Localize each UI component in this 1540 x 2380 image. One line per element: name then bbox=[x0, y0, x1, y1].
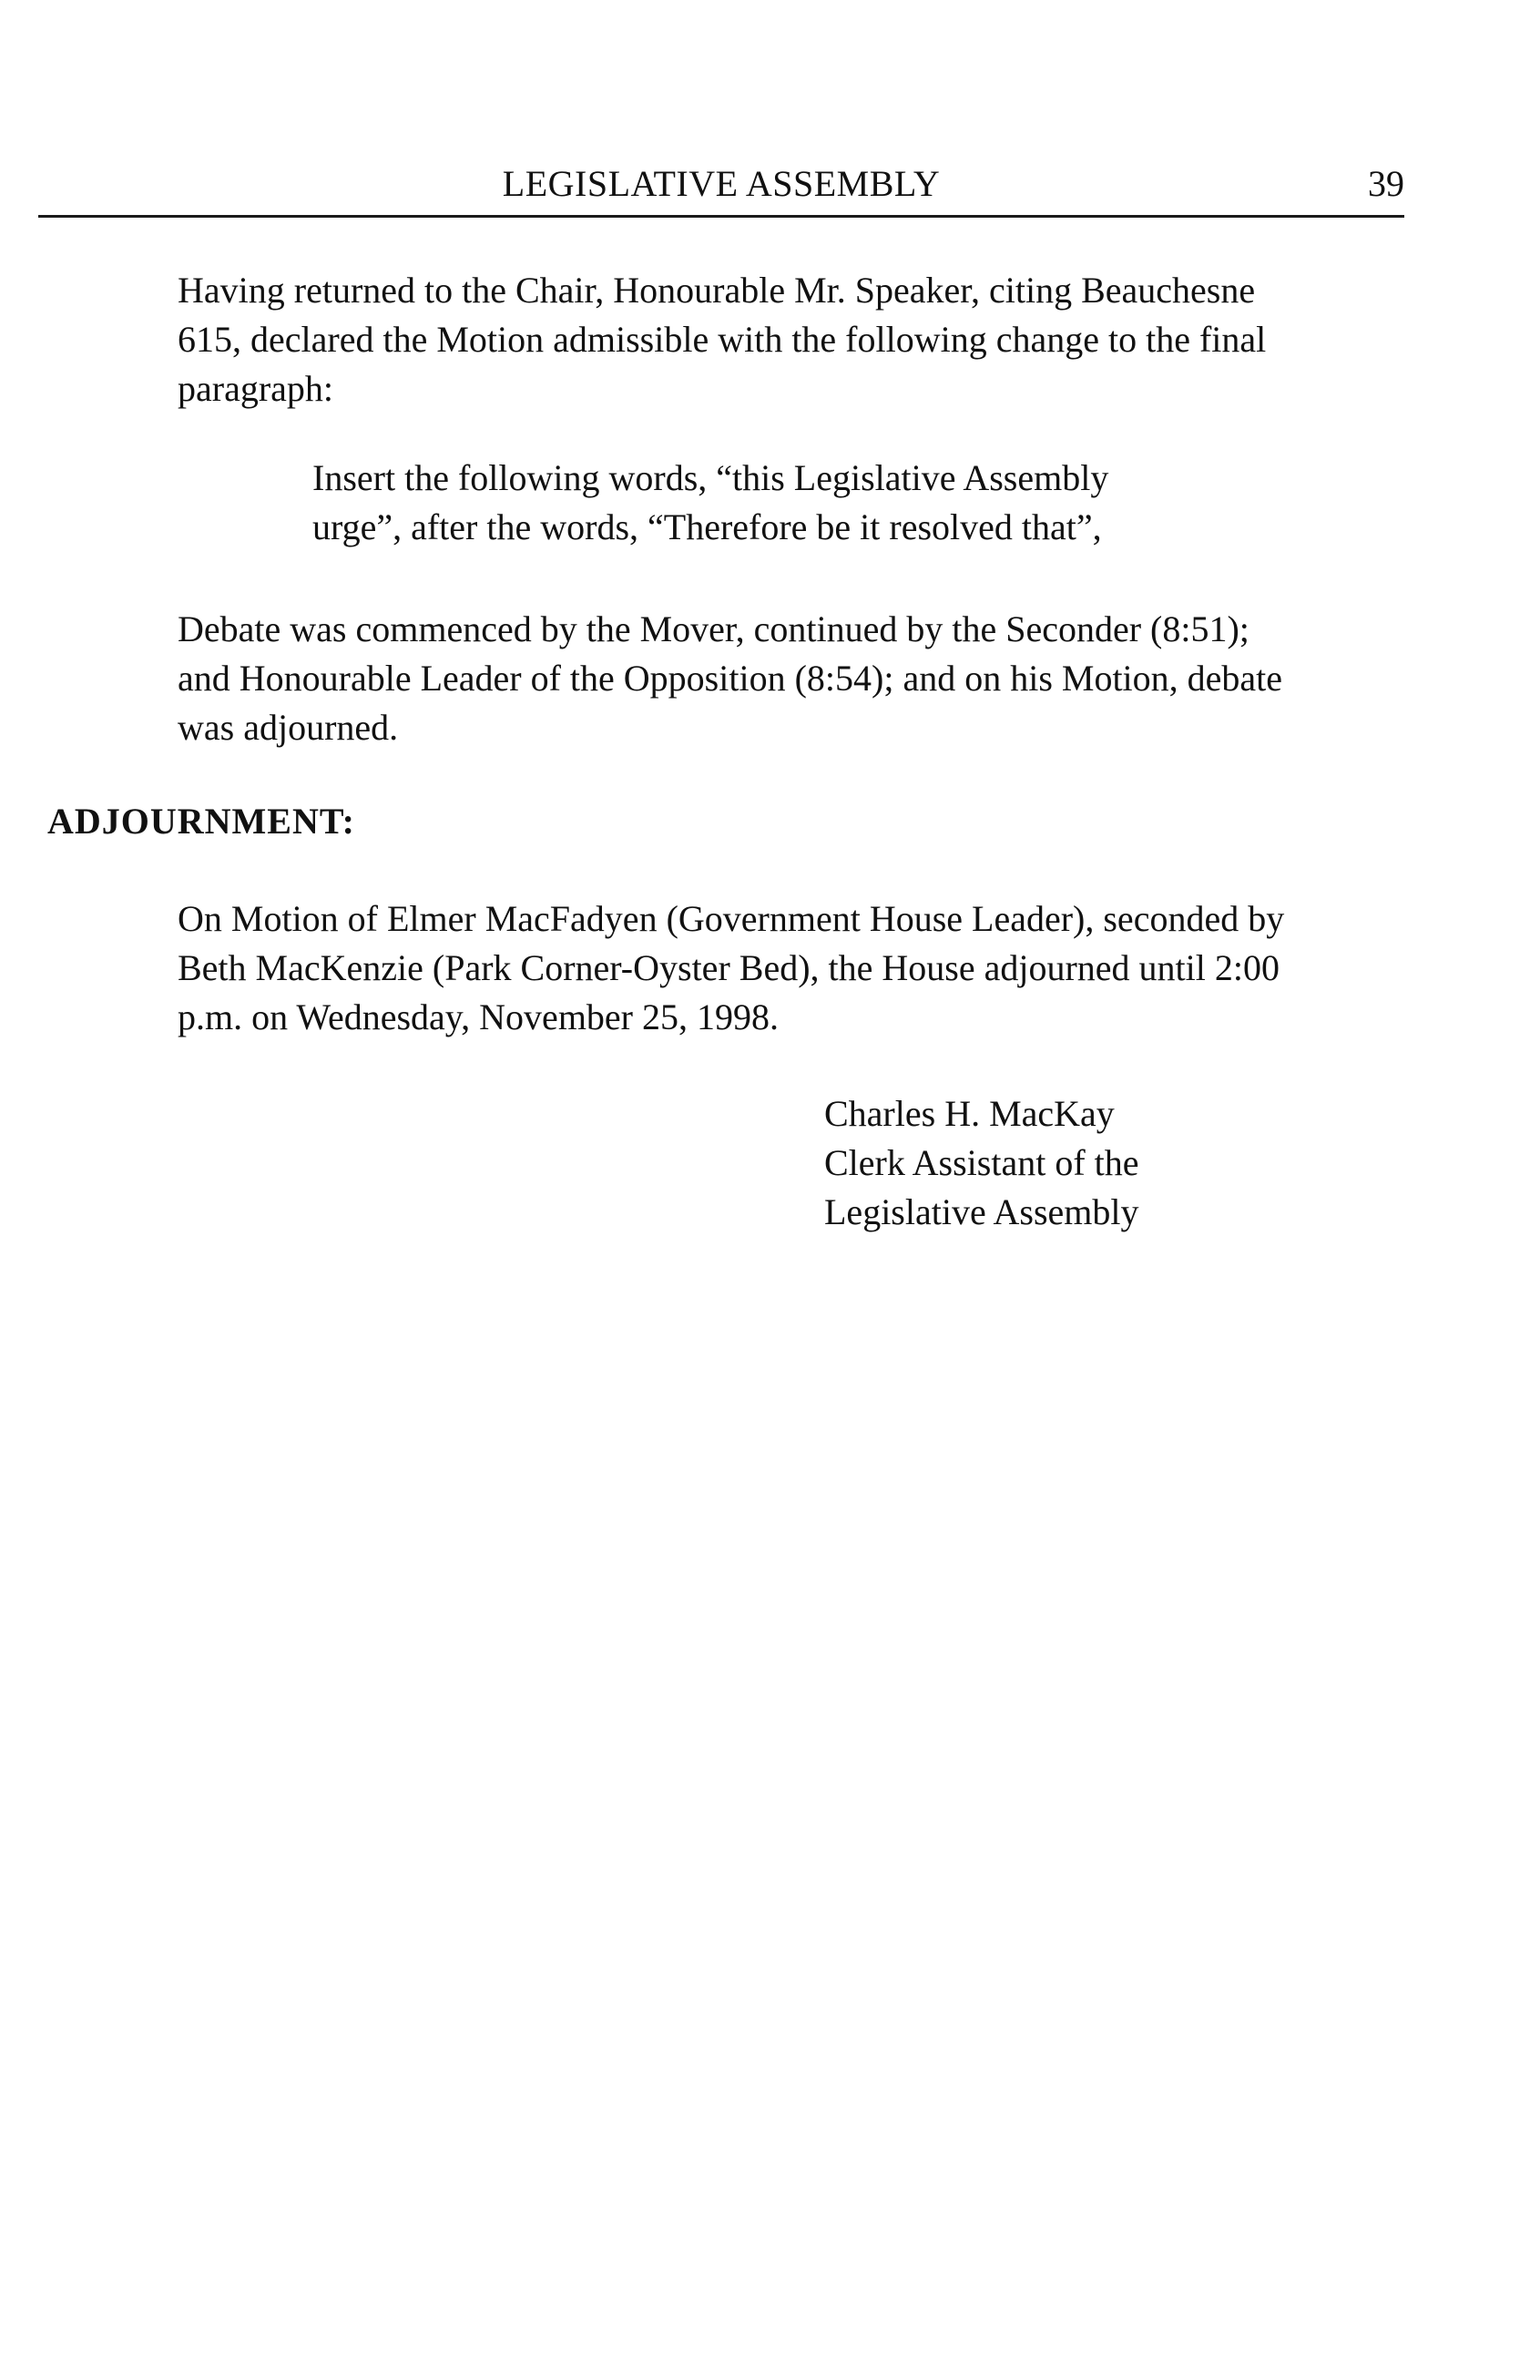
signatory-title: Clerk Assistant of the bbox=[824, 1142, 1139, 1183]
text-line: p.m. on Wednesday, November 25, 1998. bbox=[178, 996, 779, 1037]
text-line: 615, declared the Motion admissible with the following change to the final bbox=[178, 319, 1267, 360]
quoted-amendment bbox=[312, 454, 1108, 552]
text-line: and Honourable Leader of the Opposition (8:54); and on his Motion, debate bbox=[178, 658, 1283, 699]
text-line: Insert the following words, “this Legislative Assembly bbox=[312, 457, 1109, 498]
section-heading-adjournment: ADJOURNMENT: bbox=[47, 801, 355, 842]
text-line: was adjourned. bbox=[178, 707, 399, 748]
text-line: Debate was commenced by the Mover, continued by the Seconder (8:51); bbox=[178, 608, 1249, 649]
running-header bbox=[38, 160, 1404, 218]
text-line: On Motion of Elmer MacFadyen (Government House Leader), seconded by bbox=[178, 898, 1285, 939]
text-line: urge”, after the words, “Therefore be it resolved that”, bbox=[312, 506, 1102, 547]
page-number: 39 bbox=[1368, 163, 1404, 204]
running-title: LEGISLATIVE ASSEMBLY bbox=[502, 163, 941, 204]
text-line: paragraph: bbox=[178, 368, 334, 409]
paragraph-adjournment bbox=[178, 894, 1284, 1042]
paragraph-debate bbox=[178, 605, 1282, 752]
paragraph-speaker-ruling bbox=[178, 266, 1266, 414]
text-line: Having returned to the Chair, Honourable Mr. Speaker, citing Beauchesne bbox=[178, 270, 1256, 311]
signature-block bbox=[824, 1089, 1139, 1237]
signatory-title: Legislative Assembly bbox=[824, 1191, 1139, 1232]
text-line: Beth MacKenzie (Park Corner-Oyster Bed), the House adjourned until 2:00 bbox=[178, 947, 1280, 988]
signatory-name: Charles H. MacKay bbox=[824, 1093, 1115, 1134]
